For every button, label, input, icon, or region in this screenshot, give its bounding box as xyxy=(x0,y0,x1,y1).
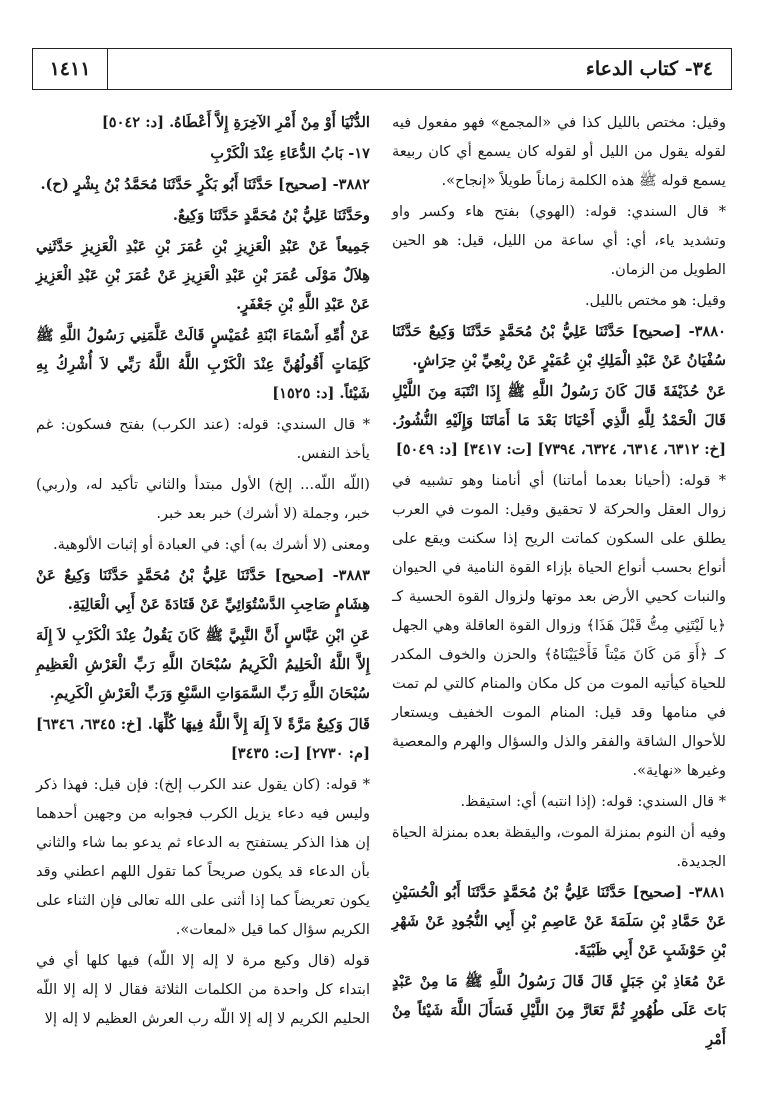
paragraph: * قوله: (كان يقول عند الكرب إلخ): فإن قيل: فهذا ذكر وليس فيه دعاء يزيل الكرب فجوابه من وجهين أحدهما إن هذا الذكر يستفتح به الدعاء ثم يدعو بما شاء والثاني بأن الدعاء قد يكون صريحاً كما تقول اللهم اعطني وقد يكون تعريضاً كما إذا أثنى على الله تعالى فإن الثناء على الكريم سؤال كما قيل «لمعات». xyxy=(36,776,370,938)
page-header xyxy=(32,48,732,90)
hadith-isnad: ٣٨٨٠- [صحيح] حَدَّثَنَا عَلِيُّ بْنُ مُحَمَّدٍ حَدَّثَنَا وَكِيعٌ حَدَّثَنَا سُفْيَانُ عَنْ عَبْدِ الْمَلِكِ بْنِ عُمَيْرٍ عَنْ رِبْعِيِّ بْنِ حِرَاشٍ. xyxy=(392,323,726,369)
chapter-heading: ١٧- بَابُ الدُّعَاءِ عِنْدَ الْكَرْبِ xyxy=(210,145,370,162)
paragraph: قوله (قال وكيع مرة لا إله إلا اللّه) فيها كلها أي في ابتداء كل واحدة من الكلمات الثلاثة فقال لا إله إلا اللّه الحليم الكريم لا إله إلا اللّه رب العرش العظيم لا إله إلا xyxy=(36,952,370,1027)
hadith-matn: عَنْ حُذَيْفَةَ قَالَ كَانَ رَسُولُ اللَّهِ ﷺ إِذَا انْتَبَهَ مِنَ اللَّيْلِ قَالَ الْحَمْدُ لِلَّهِ الَّذِي أَحْيَانَا بَعْدَ مَا أَمَاتَنَا وَإِلَيْهِ النُّشُورُ. [خ: ٦٣١٢، ٦٣١٤، ٦٣٢٤، ٧٣٩٤] [ت: ٣٤١٧] [د: ٥٠٤٩] xyxy=(392,383,726,458)
hadith-matn: عَنْ أُمِّهِ أَسْمَاءَ ابْنَةِ عُمَيْسٍ قَالَتْ عَلَّمَنِي رَسُولُ اللَّهِ ﷺ كَلِمَاتٍ أَقُولُهُنَّ عِنْدَ الْكَرْبِ اللَّهُ اللَّهُ رَبِّي لاَ أُشْرِكُ بِهِ شَيْئاً. [د: ١٥٢٥] xyxy=(36,327,370,402)
hadith-isnad: وحَدَّثَنَا عَلِيُّ بْنُ مُحَمَّدٍ حَدَّثَنَا وَكِيعٌ. xyxy=(172,207,370,224)
paragraph: وقيل: هو مختص بالليل. xyxy=(585,292,726,309)
hadith-isnad: جَمِيعاً عَنْ عَبْدِ الْعَزِيزِ بْنِ عُمَرَ بْنِ عَبْدِ الْعَزِيزِ حَدَّثَنِي هِلاَلٌ مَوْلَى عُمَرَ بْنِ عَبْدِ الْعَزِيزِ عَنْ عُمَرَ بْنِ عَبْدِ الْعَزِيزِ عَنْ عَبْدِ اللَّهِ بْنِ جَعْفَرٍ. xyxy=(36,238,370,313)
hadith-matn: عَنِ ابْنِ عَبَّاسٍ أَنَّ النَّبِيَّ ﷺ كَانَ يَقُولُ عِنْدَ الْكَرْبِ لاَ إِلَهَ إِلاَّ اللَّهُ الْحَلِيمُ الْكَرِيمُ سُبْحَانَ اللَّهِ رَبِّ الْعَرْشِ الْعَظِيمِ سُبْحَانَ اللَّهِ رَبِّ السَّمَوَاتِ السَّبْعِ وَرَبِّ الْعَرْشِ الْكَرِيمِ. xyxy=(36,627,370,702)
paragraph: * قوله: (أحيانا بعدما أماتنا) أي أنامنا وهو تشبيه في زوال العقل والحركة لا تحقيق وقيل: الموت في العرب يطلق على السكون كماتت الريح إذا سكنت ويقع على أنواع بحسب أنواع الحياة بإزاء القوة النامية في الحيوان والنبات كحيي الأرض بعد موتها ولزوال القوة الحسية كـ ﴿يا لَيْتَنِي مِتُّ قَبْلَ هَذَا﴾ وزوال القوة العاقلة وهي الجهل كـ ﴿أَوَ مَن كَانَ مَيْتاً فَأَحْيَيْنَاهُ﴾ والحزن والخوف المكدر للحياة كيأتيه الموت من كل مكان والمنام كالتي لم تمت في منامها وقد قيل: المنام الموت الخفيف ويستعار للأحوال الشاقة والفقر والذل والسؤال والهرم والمعصية وغيرها «نهاية». xyxy=(392,472,726,779)
paragraph: ومعنى (لا أشرك به) أي: في العبادة أو إثبات الألوهية. xyxy=(53,536,370,553)
paragraph: وقيل: مختص بالليل كذا في «المجمع» فهو مفعول فيه لقوله يقول من الليل أو لقوله كان يسمع أي كان ربيعة يسمع قوله ﷺ هذه الكلمة زماناً طويلاً «إنجاح». xyxy=(392,114,726,189)
paragraph: * قال السندي: قوله: (عند الكرب) بفتح فسكون: غم يأخذ النفس. xyxy=(36,416,370,462)
paragraph: وفيه أن النوم بمنزلة الموت، واليقظة بعده بمنزلة الحياة الجديدة. xyxy=(392,824,726,870)
paragraph: * قال السندي: قوله: (الهوي) بفتح هاء وكسر واو وتشديد ياء، أي: أي ساعة من الليل، قيل: هو الحين الطويل من الزمان. xyxy=(392,203,726,278)
hadith-isnad: ٣٨٨٣- [صحيح] حَدَّثَنَا عَلِيُّ بْنُ مُحَمَّدٍ حَدَّثَنَا وَكِيعٌ عَنْ هِشَامٍ صَاحِبِ الدَّسْتُوَائِيِّ عَنْ قَتَادَةَ عَنْ أَبِي الْعَالِيَةِ. xyxy=(36,567,370,613)
right-column xyxy=(392,108,726,1056)
left-column xyxy=(36,108,370,1035)
hadith-matn: عَنْ مُعَاذِ بْنِ جَبَلٍ قَالَ قَالَ رَسُولُ اللَّهِ ﷺ مَا مِنْ عَبْدٍ بَاتَ عَلَى طُهُورٍ ثُمَّ تَعَارَّ مِنَ اللَّيْلِ فَسَأَلَ اللَّهَ شَيْئاً مِنْ أَمْرِ xyxy=(392,973,726,1048)
hadith-matn: قَالَ وَكِيعٌ مَرَّةً لاَ إِلَهَ إِلاَّ اللَّهُ فِيهَا كُلِّهَا. [خ: ٦٣٤٥، ٦٣٤٦] [م: ٢٧٣٠] [ت: ٣٤٣٥] xyxy=(36,716,370,762)
paragraph: (اللّه اللّه... إلخ) الأول مبتدأ والثاني تأكيد له، و(ربي) خبر، وجملة (لا أشرك) خبر بعد خبر. xyxy=(36,476,370,522)
hadith-isnad: ٣٨٨٢- [صحيح] حَدَّثَنَا أَبُو بَكْرٍ حَدَّثَنَا مُحَمَّدُ بْنُ بِشْرٍ (ح). xyxy=(40,176,370,193)
page-number: ١٤١١ xyxy=(33,49,108,89)
paragraph: * قال السندي: قوله: (إذا انتبه) أي: استيقظ. xyxy=(460,793,726,810)
hadith-continuation: الدُّنْيَا أَوْ مِنْ أَمْرِ الآخِرَةِ إِلاَّ أَعْطَاهُ. [د: ٥٠٤٢] xyxy=(101,114,370,131)
hadith-isnad: ٣٨٨١- [صحيح] حَدَّثَنَا عَلِيُّ بْنُ مُحَمَّدٍ حَدَّثَنَا أَبُو الْحُسَيْنِ عَنْ حَمَّادِ بْنِ سَلَمَةَ عَنْ عَاصِمِ بْنِ أَبِي النُّجُودِ عَنْ شَهْرِ بْنِ حَوْشَبٍ عَنْ أَبِي ظَبْيَةَ. xyxy=(392,884,726,959)
book-title: ٣٤- كتاب الدعاء xyxy=(585,58,713,80)
